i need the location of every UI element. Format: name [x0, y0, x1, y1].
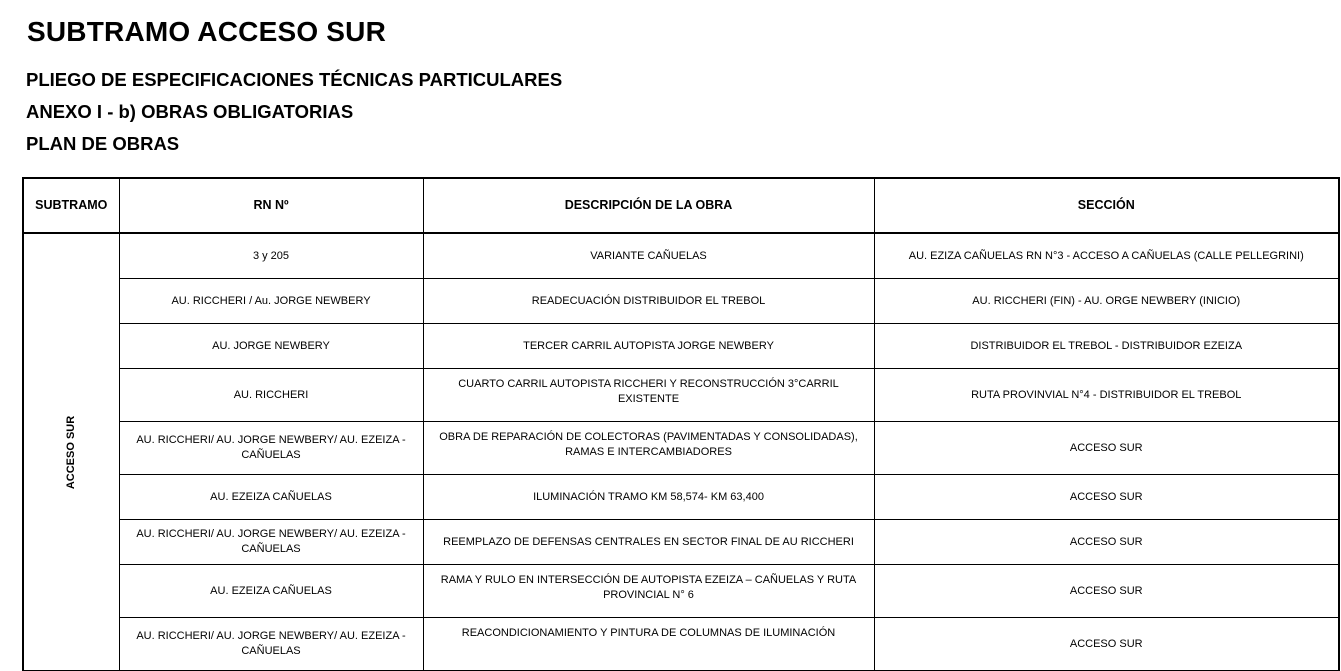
subtramo-cell — [23, 233, 119, 671]
document-subtitle-anexo: ANEXO I - b) OBRAS OBLIGATORIAS — [26, 101, 354, 122]
rn-cell: AU. EZEIZA CAÑUELAS — [119, 565, 423, 618]
seccion-cell: DISTRIBUIDOR EL TREBOL - DISTRIBUIDOR EZEIZA — [874, 324, 1339, 369]
table-row — [23, 475, 1339, 520]
seccion-cell: ACCESO SUR — [874, 475, 1339, 520]
table-row — [23, 324, 1339, 369]
document-subtitle-pliego: PLIEGO DE ESPECIFICACIONES TÉCNICAS PARTICULARES — [26, 69, 563, 90]
subtramo-value: ACCESO SUR — [64, 415, 77, 489]
table-row — [23, 565, 1339, 618]
table-row — [23, 520, 1339, 565]
rn-cell: AU. RICCHERI / Au. JORGE NEWBERY — [119, 279, 423, 324]
rn-cell: AU. RICCHERI/ AU. JORGE NEWBERY/ AU. EZEIZA - CAÑUELAS — [119, 422, 423, 475]
descripcion-cell: TERCER CARRIL AUTOPISTA JORGE NEWBERY — [423, 324, 874, 369]
header-subtramo: SUBTRAMO — [23, 178, 119, 233]
table-row — [23, 422, 1339, 475]
rn-cell: AU. EZEIZA CAÑUELAS — [119, 475, 423, 520]
descripcion-cell: REACONDICIONAMIENTO Y PINTURA DE COLUMNAS DE ILUMINACIÓN — [423, 618, 874, 671]
descripcion-cell: RAMA Y RULO EN INTERSECCIÓN DE AUTOPISTA EZEIZA – CAÑUELAS Y RUTA PROVINCIAL N° 6 — [423, 565, 874, 618]
descripcion-cell: REEMPLAZO DE DEFENSAS CENTRALES EN SECTOR FINAL DE AU RICCHERI — [423, 520, 874, 565]
header-descripcion: DESCRIPCIÓN DE LA OBRA — [423, 178, 874, 233]
seccion-cell: AU. RICCHERI (FIN) - AU. ORGE NEWBERY (INICIO) — [874, 279, 1339, 324]
descripcion-cell: CUARTO CARRIL AUTOPISTA RICCHERI Y RECONSTRUCCIÓN 3°CARRIL EXISTENTE — [423, 369, 874, 422]
rn-cell: AU. JORGE NEWBERY — [119, 324, 423, 369]
descripcion-cell: OBRA DE REPARACIÓN DE COLECTORAS (PAVIMENTADAS Y CONSOLIDADAS), RAMAS E INTERCAMBIADORES — [423, 422, 874, 475]
rn-cell: AU. RICCHERI/ AU. JORGE NEWBERY/ AU. EZEIZA - CAÑUELAS — [119, 618, 423, 671]
table-row — [23, 279, 1339, 324]
descripcion-cell: VARIANTE CAÑUELAS — [423, 233, 874, 279]
seccion-cell: ACCESO SUR — [874, 520, 1339, 565]
table-body — [23, 233, 1339, 671]
table-header — [23, 178, 1339, 233]
header-rn: RN Nº — [119, 178, 423, 233]
document-title: SUBTRAMO ACCESO SUR — [27, 16, 386, 47]
rn-cell: 3 y 205 — [119, 233, 423, 279]
seccion-cell: AU. EZIZA CAÑUELAS RN N°3 - ACCESO A CAÑUELAS (CALLE PELLEGRINI) — [874, 233, 1339, 279]
header-seccion: SECCIÓN — [874, 178, 1339, 233]
seccion-cell: RUTA PROVINVIAL N°4 - DISTRIBUIDOR EL TREBOL — [874, 369, 1339, 422]
rn-cell: AU. RICCHERI/ AU. JORGE NEWBERY/ AU. EZEIZA - CAÑUELAS — [119, 520, 423, 565]
table-row — [23, 369, 1339, 422]
rn-cell: AU. RICCHERI — [119, 369, 423, 422]
seccion-cell: ACCESO SUR — [874, 422, 1339, 475]
header-row — [23, 178, 1339, 233]
seccion-cell: ACCESO SUR — [874, 618, 1339, 671]
document-subtitle-plan: PLAN DE OBRAS — [26, 133, 180, 154]
descripcion-cell: READECUACIÓN DISTRIBUIDOR EL TREBOL — [423, 279, 874, 324]
table-row — [23, 233, 1339, 279]
table-row — [23, 618, 1339, 671]
descripcion-cell: ILUMINACIÓN TRAMO KM 58,574- KM 63,400 — [423, 475, 874, 520]
seccion-cell: ACCESO SUR — [874, 565, 1339, 618]
plan-de-obras-table — [22, 177, 1340, 671]
